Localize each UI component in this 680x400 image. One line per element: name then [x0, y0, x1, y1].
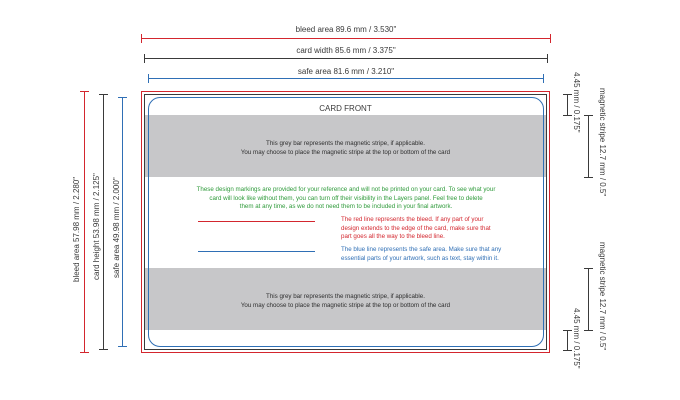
bleed-note [341, 216, 541, 242]
bleed-sample-line [198, 221, 315, 222]
bottom-margin-line [567, 330, 568, 350]
bleed-note-line1: The red line represents the bleed. If any part of your [341, 216, 484, 223]
bleed-width-label: bleed area 89.6 mm / 3.530" [295, 25, 397, 34]
safe-height-tick-top [118, 97, 127, 98]
bottom-stripe-tick-bottom [584, 330, 593, 331]
top-margin-tick-bottom [563, 115, 572, 116]
bleed-width-tick-left [141, 34, 142, 43]
safe-width-label: safe area 81.6 mm / 3.210" [297, 67, 395, 76]
design-note-line3: them at any time, as we do not need them to be included in your final artwork. [239, 203, 453, 211]
safe-height-line [122, 97, 123, 347]
bleed-width-line [141, 38, 551, 39]
card-height-line [103, 94, 104, 350]
safe-width-line [148, 78, 544, 79]
safe-note-line2: essential parts of your artwork, such as text, stay within it. [341, 254, 499, 262]
bleed-note-line2: design extends to the edge of the card, make sure that [341, 224, 491, 232]
bleed-height-line [84, 91, 85, 353]
design-markings-note [150, 186, 542, 212]
safe-height-label: safe area 49.98 mm / 2.000" [112, 177, 121, 278]
card-front-title: CARD FRONT [319, 104, 372, 113]
top-margin-line [567, 94, 568, 115]
card-width-tick-right [547, 54, 548, 63]
bleed-height-tick-bottom [80, 352, 89, 353]
card-width-tick-left [144, 54, 145, 63]
card-height-tick-bottom [99, 349, 108, 350]
design-note-line2: card will look like without them, you can turn off their visibility in the Layers panel. Feel free to delete [209, 194, 483, 202]
bleed-height-tick-top [80, 91, 89, 92]
stripe-bottom-text-line2: You may choose to place the magnetic stripe at the top or bottom of the card [240, 302, 451, 309]
bleed-note-line3: part goes all the way to the bleed line. [341, 233, 445, 241]
top-margin-label: 4.45 mm / 0.175" [572, 72, 581, 133]
safe-note-line1: The blue line represents the safe area. Make sure that any [341, 246, 502, 253]
safe-width-tick-left [148, 74, 149, 83]
top-stripe-line [588, 115, 589, 177]
card-height-tick-top [99, 94, 108, 95]
stripe-top-text-line1: This grey bar represents the magnetic stripe, if applicable. [266, 140, 425, 147]
safe-width-tick-right [543, 74, 544, 83]
bottom-stripe-label: magnetic stripe 12.7 mm / 0.5" [598, 242, 607, 351]
safe-height-tick-bottom [118, 346, 127, 347]
bleed-height-label: bleed area 57.98 mm / 2.280" [72, 176, 81, 282]
card-height-label: card height 53.98 mm / 2.125" [92, 173, 101, 280]
safe-note [341, 246, 541, 263]
top-stripe-tick-bottom [584, 177, 593, 178]
bottom-margin-tick-bottom [563, 350, 572, 351]
safe-sample-line [198, 251, 315, 252]
design-note-line1: These design markings are provided for your reference and will not be printed on your card. To see what your [196, 186, 496, 193]
card-width-line [144, 58, 548, 59]
card-width-label: card width 85.6 mm / 3.375" [296, 46, 396, 55]
stripe-bottom-text-line1: This grey bar represents the magnetic stripe, if applicable. [266, 293, 425, 300]
bleed-width-tick-right [550, 34, 551, 43]
stripe-top-text-line2: You may choose to place the magnetic stripe at the top or bottom of the card [240, 149, 451, 156]
bottom-margin-label: 4.45 mm / 0.175" [572, 308, 581, 369]
bottom-stripe-line [588, 268, 589, 330]
top-stripe-label: magnetic stripe 12.7 mm / 0.5" [598, 88, 607, 197]
